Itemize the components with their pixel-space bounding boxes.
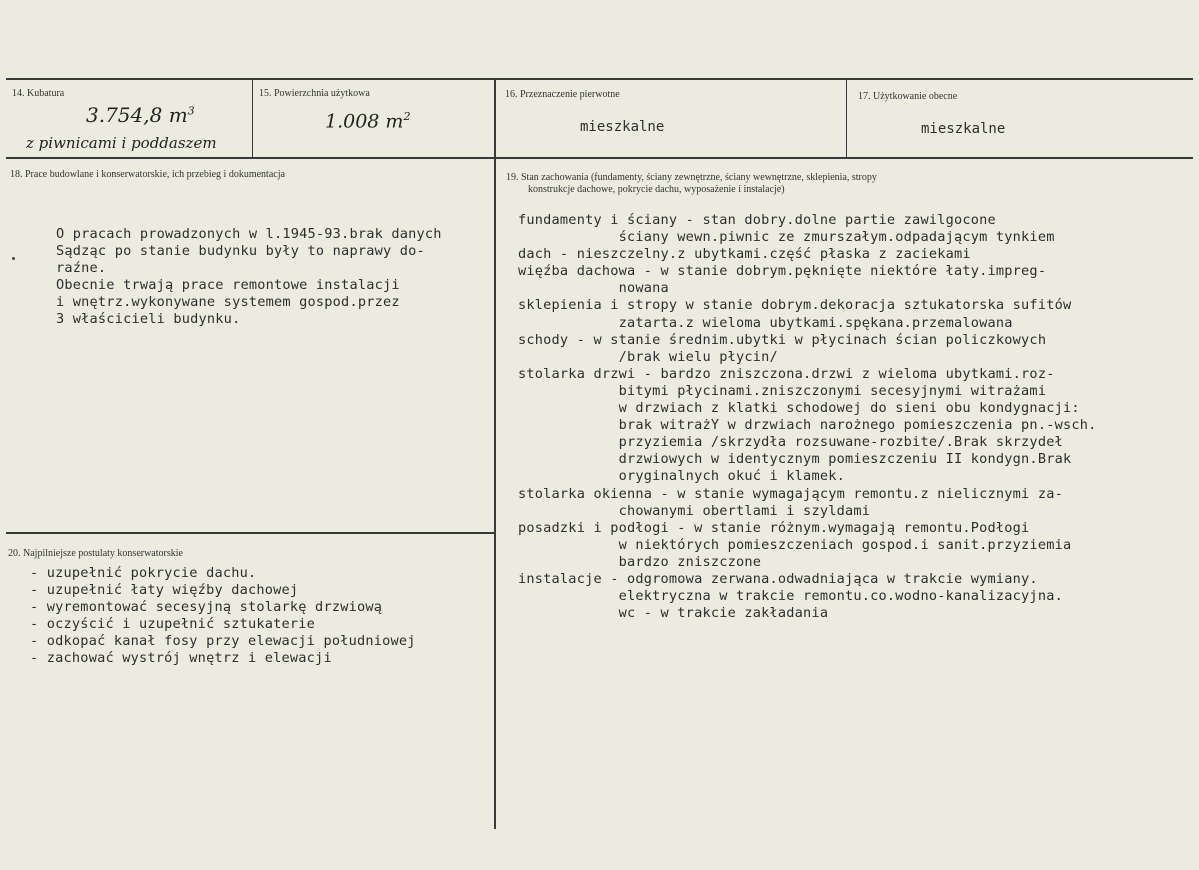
uzytkowanie-value: mieszkalne xyxy=(921,121,1006,137)
prace-line: 3 właścicieli budynku. xyxy=(56,311,241,328)
stan-line: więźba dachowa - w stanie dobrym.pęknięte niektóre łaty.impreg- xyxy=(518,263,1047,280)
stan-line: wc - w trakcie zakładania xyxy=(518,605,829,622)
stan-line: drzwiowych w identycznym pomieszczeniu II kondygn.Brak xyxy=(518,451,1072,468)
ink-dot xyxy=(12,257,15,260)
prace-line: raźne. xyxy=(56,260,107,277)
kubatura-note: z piwnicami i poddaszem xyxy=(26,134,217,152)
prace-line: Obecnie trwają prace remontowe instalacji xyxy=(56,277,400,294)
stan-line: instalacje - odgromowa zerwana.odwadniająca w trakcie wymiany. xyxy=(518,570,1038,587)
stan-label-line1: 19. Stan zachowania (fundamenty, ściany zewnętrzne, ściany wewnętrzne, sklepienia, stropy xyxy=(506,172,877,183)
top-rule xyxy=(6,78,1193,80)
stan-line: w drzwiach z klatki schodowej do sieni obu kondygnacji: xyxy=(518,400,1080,417)
stan-line: zatarta.z wieloma ubytkami.spękana.przemalowana xyxy=(518,314,1013,331)
stan-line: oryginalnych okuć i klamek. xyxy=(518,468,845,485)
prace-line: Sądząc po stanie budynku były to naprawy do- xyxy=(56,243,425,260)
postulat-item: - wyremontować secesyjną stolarkę drzwiową xyxy=(30,599,383,616)
stan-line: nowana xyxy=(518,280,669,297)
stan-line: elektryczna w trakcie remontu.co.wodno-kanalizacyjna. xyxy=(518,588,1063,605)
stan-line: ściany wewn.piwnic ze zmurszałym.odpadającym tynkiem xyxy=(518,229,1055,246)
stan-line: chowanymi obertlami i szyldami xyxy=(518,502,871,519)
stan-line: w niektórych pomieszczeniach gospod.i sanit.przyziemia xyxy=(518,536,1072,553)
powierzchnia-value-text: 1.008 m xyxy=(325,110,404,133)
postulat-item: - uzupełnić pokrycie dachu. xyxy=(30,565,257,581)
divider-14-15 xyxy=(252,79,253,158)
prace-line: O pracach prowadzonych w l.1945-93.brak danych xyxy=(56,226,442,242)
prace-text xyxy=(56,226,494,329)
stan-line: sklepienia i stropy w stanie dobrym.dekoracja sztukatorska sufitów xyxy=(518,297,1072,314)
powierzchnia-label: 15. Powierzchnia użytkowa xyxy=(259,88,370,99)
postulat-item: - oczyścić i uzupełnić sztukaterie xyxy=(30,616,316,633)
stan-line: /brak wielu płycin/ xyxy=(518,348,778,365)
postulaty-label: 20. Najpilniejsze postulaty konserwatorskie xyxy=(8,548,183,559)
stan-line: dach - nieszczelny.z ubytkami.część płaska z zaciekami xyxy=(518,246,971,263)
przeznaczenie-value: mieszkalne xyxy=(580,119,665,135)
postulat-item: - zachować wystrój wnętrz i elewacji xyxy=(30,650,332,667)
divider-16-17 xyxy=(846,79,847,158)
stan-line: posadzki i podłogi - w stanie różnym.wymagają remontu.Podłogi xyxy=(518,519,1030,536)
stan-line: bitymi płycinami.zniszczonymi secesyjnymi witrażami xyxy=(518,382,1047,399)
postulat-item: - uzupełnić łaty więźby dachowej xyxy=(30,582,299,599)
stan-line: brak witrażY w drzwiach narożnego pomieszczenia pn.-wsch. xyxy=(518,417,1097,434)
postulat-item: - odkopać kanał fosy przy elewacji południowej xyxy=(30,633,416,650)
stan-line: bardzo zniszczone xyxy=(518,553,762,570)
stan-text xyxy=(518,212,1188,622)
postulaty-list xyxy=(30,565,416,668)
powierzchnia-value-exponent: 2 xyxy=(403,110,411,123)
stan-line: przyziemia /skrzydła rozsuwane-rozbite/.Brak skrzydeł xyxy=(518,434,1063,451)
stan-line: schody - w stanie średnim.ubytki w płycinach ścian policzkowych xyxy=(518,331,1047,348)
stan-label-line2: konstrukcje dachowe, pokrycie dachu, wyposażenie i instalacje) xyxy=(528,184,785,195)
divider-15-16 xyxy=(494,79,496,829)
przeznaczenie-label: 16. Przeznaczenie pierwotne xyxy=(505,89,620,100)
powierzchnia-value xyxy=(325,110,410,132)
kubatura-value xyxy=(86,103,195,127)
prace-line: i wnętrz.wykonywane systemem gospod.przez xyxy=(56,294,400,311)
stan-line: stolarka okienna - w stanie wymagającym remontu.z nielicznymi za- xyxy=(518,485,1063,502)
stan-line: fundamenty i ściany - stan dobry.dolne partie zawilgocone xyxy=(518,212,996,228)
uzytkowanie-label: 17. Użytkowanie obecne xyxy=(858,91,958,102)
kubatura-value-exponent: 3 xyxy=(187,104,195,118)
kubatura-label: 14. Kubatura xyxy=(12,88,65,99)
stan-line: stolarka drzwi - bardzo zniszczona.drzwi z wieloma ubytkami.roz- xyxy=(518,365,1055,382)
kubatura-value-text: 3.754,8 m xyxy=(86,103,188,127)
prace-label: 18. Prace budowlane i konserwatorskie, ich przebieg i dokumentacja xyxy=(10,169,285,180)
header-bottom-rule xyxy=(6,157,1193,159)
divider-18-20 xyxy=(6,532,495,534)
